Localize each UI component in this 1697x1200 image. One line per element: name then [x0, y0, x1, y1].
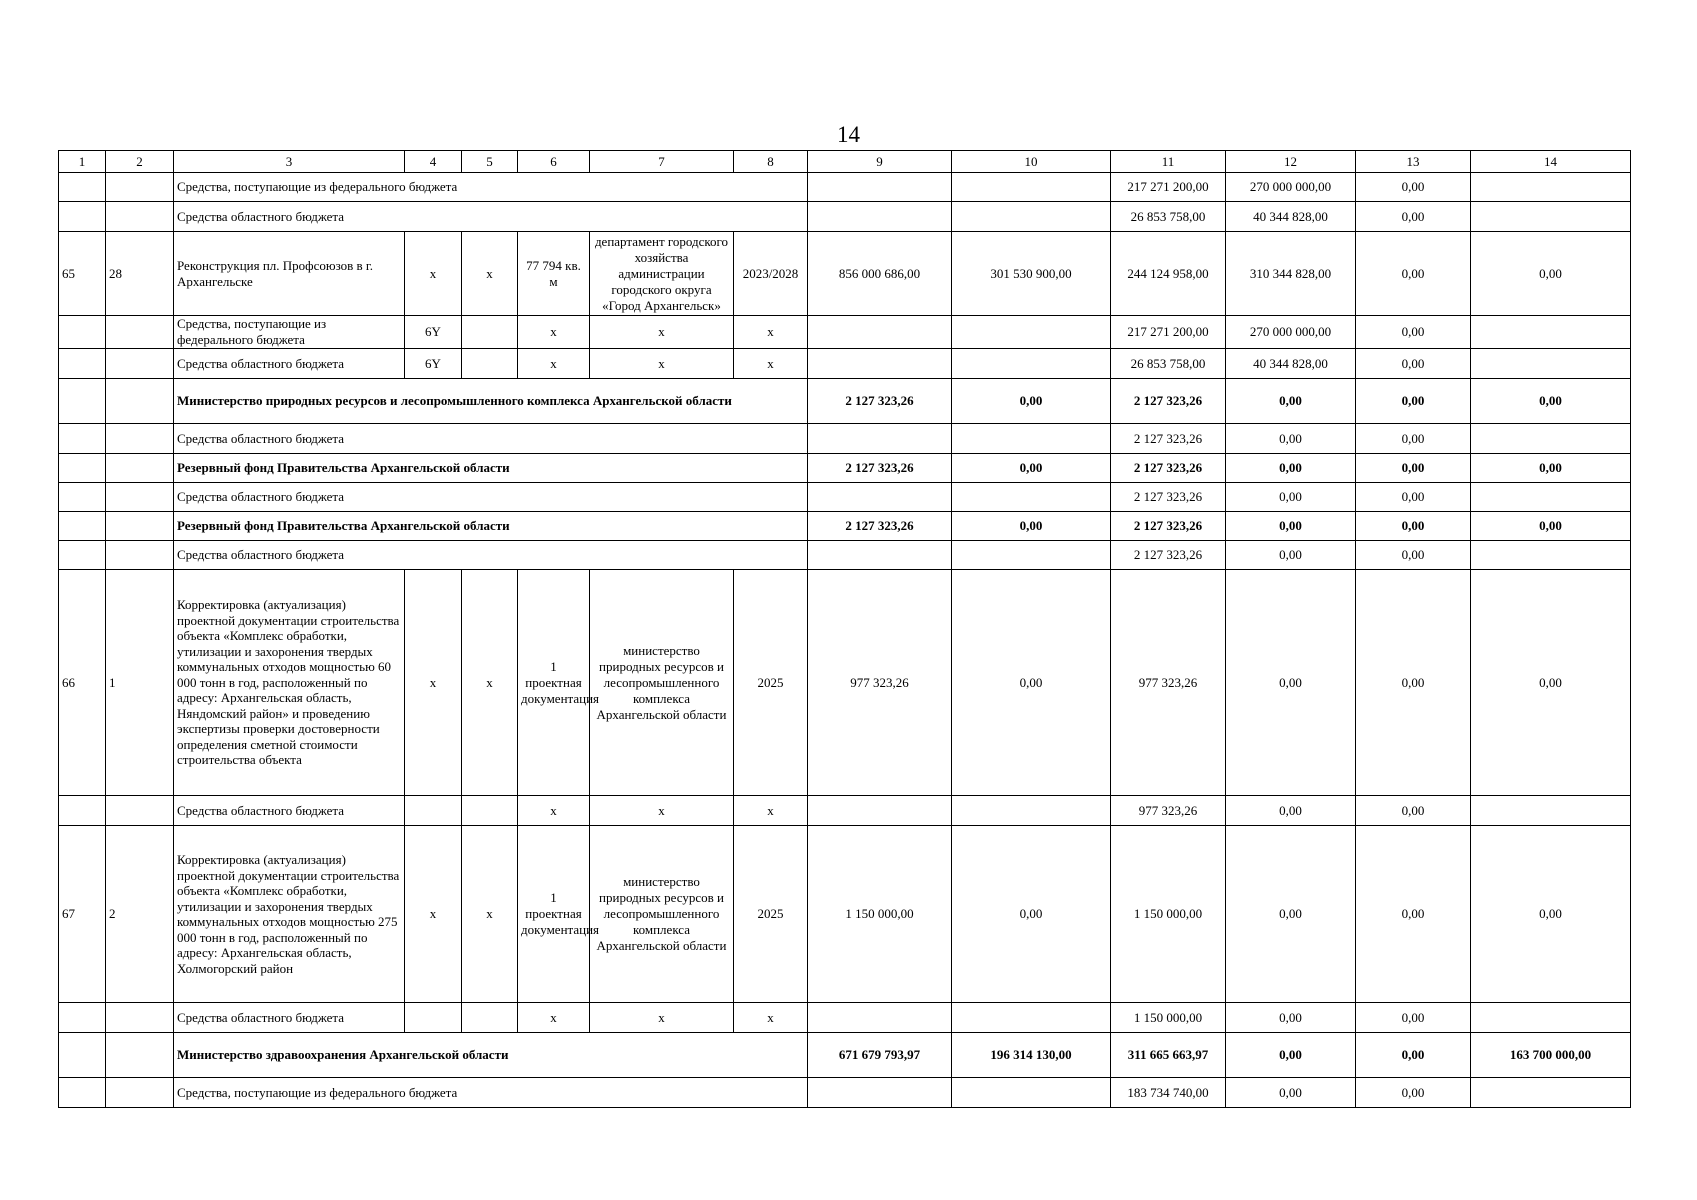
empty-cell [952, 796, 1111, 826]
funding-source-label: Средства областного бюджета [174, 483, 808, 512]
amount-cell: 2 127 323,26 [1111, 541, 1226, 570]
empty-cell [808, 202, 952, 232]
funding-source-label: Средства, поступающие из федерального бюджета [174, 173, 808, 202]
empty-cell [59, 173, 106, 202]
empty-cell [808, 173, 952, 202]
mark-cell: x [734, 1003, 808, 1033]
empty-cell [1471, 424, 1631, 454]
amount-cell: 0,00 [1356, 826, 1471, 1003]
column-number: 10 [952, 151, 1111, 173]
amount-cell: 0,00 [1226, 1033, 1356, 1078]
amount-cell: 671 679 793,97 [808, 1033, 952, 1078]
mark-cell: x [518, 1003, 590, 1033]
mark-cell: x [405, 570, 462, 796]
empty-cell [808, 316, 952, 349]
mark-cell: x [462, 826, 518, 1003]
amount-cell: 270 000 000,00 [1226, 173, 1356, 202]
funding-detail-row [59, 796, 1631, 826]
column-number: 9 [808, 151, 952, 173]
amount-cell: 0,00 [1226, 796, 1356, 826]
amount-cell: 0,00 [1356, 541, 1471, 570]
funding-source-label: Средства областного бюджета [174, 796, 405, 826]
amount-cell: 0,00 [952, 454, 1111, 483]
mark-cell: x [405, 232, 462, 316]
funding-source-row [59, 541, 1631, 570]
budget-table [58, 150, 1631, 1108]
empty-cell [106, 541, 174, 570]
empty-cell [59, 424, 106, 454]
amount-cell: 0,00 [1356, 1003, 1471, 1033]
empty-cell [808, 424, 952, 454]
empty-cell [59, 349, 106, 379]
column-number: 5 [462, 151, 518, 173]
period-cell: 2023/2028 [734, 232, 808, 316]
amount-cell: 0,00 [1356, 1033, 1471, 1078]
mark-cell: x [518, 349, 590, 379]
subtotal-label: Резервный фонд Правительства Архангельской области [174, 454, 808, 483]
amount-cell: 2 127 323,26 [1111, 379, 1226, 424]
amount-cell: 0,00 [1356, 202, 1471, 232]
amount-cell: 217 271 200,00 [1111, 173, 1226, 202]
empty-cell [952, 424, 1111, 454]
amount-cell: 0,00 [1226, 454, 1356, 483]
object-description: Корректировка (актуализация) проектной документации строительства объекта «Комплекс обработки, утилизации и захоронения твердых коммунальных отходов мощностью 275 000 тонн в год, расположенный по адресу: Архангельская область, Холмогорский район [174, 826, 405, 1003]
empty-cell [808, 1003, 952, 1033]
mark-cell: x [590, 796, 734, 826]
amount-cell: 1 150 000,00 [808, 826, 952, 1003]
mark-cell: x [590, 349, 734, 379]
amount-cell: 217 271 200,00 [1111, 316, 1226, 349]
amount-cell: 26 853 758,00 [1111, 202, 1226, 232]
empty-cell [106, 173, 174, 202]
amount-cell: 2 127 323,26 [808, 512, 952, 541]
table-row [59, 232, 1631, 316]
empty-cell [952, 349, 1111, 379]
amount-cell: 0,00 [952, 570, 1111, 796]
amount-cell: 26 853 758,00 [1111, 349, 1226, 379]
empty-cell [1471, 483, 1631, 512]
funding-source-label: Средства областного бюджета [174, 424, 808, 454]
amount-cell: 0,00 [1356, 424, 1471, 454]
amount-cell: 0,00 [1226, 1003, 1356, 1033]
empty-cell [106, 1003, 174, 1033]
amount-cell: 0,00 [1226, 379, 1356, 424]
amount-cell: 0,00 [1226, 826, 1356, 1003]
code-cell: 6Y [405, 316, 462, 349]
column-number: 6 [518, 151, 590, 173]
amount-cell: 40 344 828,00 [1226, 349, 1356, 379]
amount-cell: 0,00 [1356, 454, 1471, 483]
funding-detail-row [59, 349, 1631, 379]
empty-cell [808, 541, 952, 570]
amount-cell: 1 150 000,00 [1111, 1003, 1226, 1033]
empty-cell [952, 1003, 1111, 1033]
object-description: Корректировка (актуализация) проектной документации строительства объекта «Комплекс обработки, утилизации и захоронения твердых коммунальных отходов мощностью 60 000 тонн в год, расположенный по адресу: Архангельская область, Няндомский район» и проведению экспертизы проверки достоверности определения сметной стоимости строительства объекта [174, 570, 405, 796]
subtotal-label: Резервный фонд Правительства Архангельской области [174, 512, 808, 541]
amount-cell: 183 734 740,00 [1111, 1078, 1226, 1108]
empty-cell [106, 379, 174, 424]
amount-cell: 0,00 [1356, 570, 1471, 796]
amount-cell: 0,00 [1356, 1078, 1471, 1108]
period-cell: 2025 [734, 826, 808, 1003]
amount-cell: 0,00 [1226, 512, 1356, 541]
amount-cell: 244 124 958,00 [1111, 232, 1226, 316]
column-number: 14 [1471, 151, 1631, 173]
empty-cell [1471, 1003, 1631, 1033]
amount-cell: 1 150 000,00 [1111, 826, 1226, 1003]
empty-cell [59, 541, 106, 570]
column-number: 11 [1111, 151, 1226, 173]
funding-source-row [59, 173, 1631, 202]
empty-cell [952, 316, 1111, 349]
amount-cell: 0,00 [1356, 483, 1471, 512]
mark-cell: x [734, 349, 808, 379]
empty-cell [1471, 541, 1631, 570]
amount-cell: 163 700 000,00 [1471, 1033, 1631, 1078]
row-number: 65 [59, 232, 106, 316]
row-number: 67 [59, 826, 106, 1003]
empty-cell [106, 202, 174, 232]
amount-cell: 856 000 686,00 [808, 232, 952, 316]
amount-cell: 2 127 323,26 [1111, 454, 1226, 483]
empty-cell [106, 796, 174, 826]
column-number: 12 [1226, 151, 1356, 173]
empty-cell [59, 379, 106, 424]
table-row [59, 826, 1631, 1003]
amount-cell: 2 127 323,26 [1111, 512, 1226, 541]
empty-cell [1471, 202, 1631, 232]
empty-cell [59, 1033, 106, 1078]
column-number: 4 [405, 151, 462, 173]
empty-cell [808, 349, 952, 379]
item-number: 28 [106, 232, 174, 316]
empty-cell [1471, 796, 1631, 826]
empty-cell [952, 1078, 1111, 1108]
empty-cell [952, 173, 1111, 202]
empty-cell [952, 483, 1111, 512]
empty-cell [1471, 1078, 1631, 1108]
empty-cell [808, 483, 952, 512]
amount-cell: 2 127 323,26 [808, 379, 952, 424]
amount-cell: 2 127 323,26 [1111, 483, 1226, 512]
amount-cell: 0,00 [1226, 541, 1356, 570]
amount-cell: 0,00 [952, 512, 1111, 541]
capacity-cell: 1 проектная документация [518, 826, 590, 1003]
funding-source-row [59, 1078, 1631, 1108]
amount-cell: 0,00 [1226, 1078, 1356, 1108]
empty-cell [59, 512, 106, 541]
funding-source-label: Средства областного бюджета [174, 349, 405, 379]
code-cell [405, 796, 462, 826]
empty-cell [808, 796, 952, 826]
empty-cell [808, 1078, 952, 1108]
amount-cell: 0,00 [1356, 379, 1471, 424]
amount-cell: 301 530 900,00 [952, 232, 1111, 316]
customer-cell: департамент городского хозяйства администрации городского округа «Город Архангельск» [590, 232, 734, 316]
empty-cell [1471, 349, 1631, 379]
column-number: 13 [1356, 151, 1471, 173]
amount-cell: 0,00 [1471, 454, 1631, 483]
column-number: 8 [734, 151, 808, 173]
code-cell: 6Y [405, 349, 462, 379]
amount-cell: 0,00 [1356, 232, 1471, 316]
funding-source-row [59, 424, 1631, 454]
amount-cell: 311 665 663,97 [1111, 1033, 1226, 1078]
column-number: 7 [590, 151, 734, 173]
subtotal-row [59, 512, 1631, 541]
mark-cell: x [734, 796, 808, 826]
column-number-row [59, 151, 1631, 173]
mark-cell: x [405, 826, 462, 1003]
mark-cell: x [590, 1003, 734, 1033]
amount-cell: 40 344 828,00 [1226, 202, 1356, 232]
empty-cell [59, 483, 106, 512]
subtotal-row [59, 1033, 1631, 1078]
funding-source-row [59, 483, 1631, 512]
item-number: 1 [106, 570, 174, 796]
funding-source-label: Средства, поступающие из федерального бюджета [174, 316, 405, 349]
funding-detail-row [59, 1003, 1631, 1033]
empty-cell [106, 454, 174, 483]
amount-cell: 977 323,26 [1111, 570, 1226, 796]
amount-cell: 0,00 [1356, 316, 1471, 349]
funding-source-label: Средства областного бюджета [174, 1003, 405, 1033]
amount-cell: 310 344 828,00 [1226, 232, 1356, 316]
mark-cell: x [734, 316, 808, 349]
funding-source-row [59, 202, 1631, 232]
column-number: 1 [59, 151, 106, 173]
funding-source-label: Средства, поступающие из федерального бюджета [174, 1078, 808, 1108]
funding-source-label: Средства областного бюджета [174, 202, 808, 232]
subtotal-row [59, 379, 1631, 424]
amount-cell: 0,00 [1356, 796, 1471, 826]
amount-cell: 196 314 130,00 [952, 1033, 1111, 1078]
table-row [59, 570, 1631, 796]
empty-cell [462, 349, 518, 379]
column-number: 2 [106, 151, 174, 173]
empty-cell [59, 202, 106, 232]
empty-cell [462, 796, 518, 826]
amount-cell: 0,00 [1471, 570, 1631, 796]
capacity-cell: 77 794 кв. м [518, 232, 590, 316]
amount-cell: 0,00 [1226, 483, 1356, 512]
empty-cell [59, 796, 106, 826]
amount-cell: 0,00 [1471, 512, 1631, 541]
amount-cell: 977 323,26 [1111, 796, 1226, 826]
amount-cell: 0,00 [1356, 349, 1471, 379]
mark-cell: x [590, 316, 734, 349]
amount-cell: 0,00 [1356, 173, 1471, 202]
mark-cell: x [518, 316, 590, 349]
empty-cell [462, 316, 518, 349]
empty-cell [59, 454, 106, 483]
customer-cell: министерство природных ресурсов и лесопромышленного комплекса Архангельской области [590, 826, 734, 1003]
empty-cell [952, 202, 1111, 232]
amount-cell: 0,00 [1356, 512, 1471, 541]
period-cell: 2025 [734, 570, 808, 796]
empty-cell [59, 1078, 106, 1108]
amount-cell: 0,00 [952, 826, 1111, 1003]
funding-detail-row [59, 316, 1631, 349]
amount-cell: 0,00 [1471, 379, 1631, 424]
subtotal-label: Министерство здравоохранения Архангельской области [174, 1033, 808, 1078]
customer-cell: министерство природных ресурсов и лесопромышленного комплекса Архангельской области [590, 570, 734, 796]
empty-cell [1471, 316, 1631, 349]
amount-cell: 2 127 323,26 [808, 454, 952, 483]
capacity-cell: 1 проектная документация [518, 570, 590, 796]
amount-cell: 0,00 [1226, 570, 1356, 796]
amount-cell: 0,00 [1471, 232, 1631, 316]
subtotal-row [59, 454, 1631, 483]
mark-cell: x [518, 796, 590, 826]
empty-cell [106, 483, 174, 512]
column-number: 3 [174, 151, 405, 173]
empty-cell [106, 349, 174, 379]
empty-cell [106, 512, 174, 541]
code-cell [405, 1003, 462, 1033]
empty-cell [462, 1003, 518, 1033]
empty-cell [952, 541, 1111, 570]
empty-cell [59, 316, 106, 349]
page-number: 14 [837, 122, 860, 147]
amount-cell: 270 000 000,00 [1226, 316, 1356, 349]
empty-cell [106, 316, 174, 349]
item-number: 2 [106, 826, 174, 1003]
row-number: 66 [59, 570, 106, 796]
empty-cell [59, 1003, 106, 1033]
object-description: Реконструкция пл. Профсоюзов в г. Архангельске [174, 232, 405, 316]
subtotal-label: Министерство природных ресурсов и лесопромышленного комплекса Архангельской области [174, 379, 808, 424]
funding-source-label: Средства областного бюджета [174, 541, 808, 570]
empty-cell [106, 1078, 174, 1108]
amount-cell: 977 323,26 [808, 570, 952, 796]
mark-cell: x [462, 570, 518, 796]
empty-cell [106, 424, 174, 454]
amount-cell: 0,00 [1471, 826, 1631, 1003]
amount-cell: 0,00 [1226, 424, 1356, 454]
mark-cell: x [462, 232, 518, 316]
empty-cell [106, 1033, 174, 1078]
amount-cell: 2 127 323,26 [1111, 424, 1226, 454]
empty-cell [1471, 173, 1631, 202]
amount-cell: 0,00 [952, 379, 1111, 424]
